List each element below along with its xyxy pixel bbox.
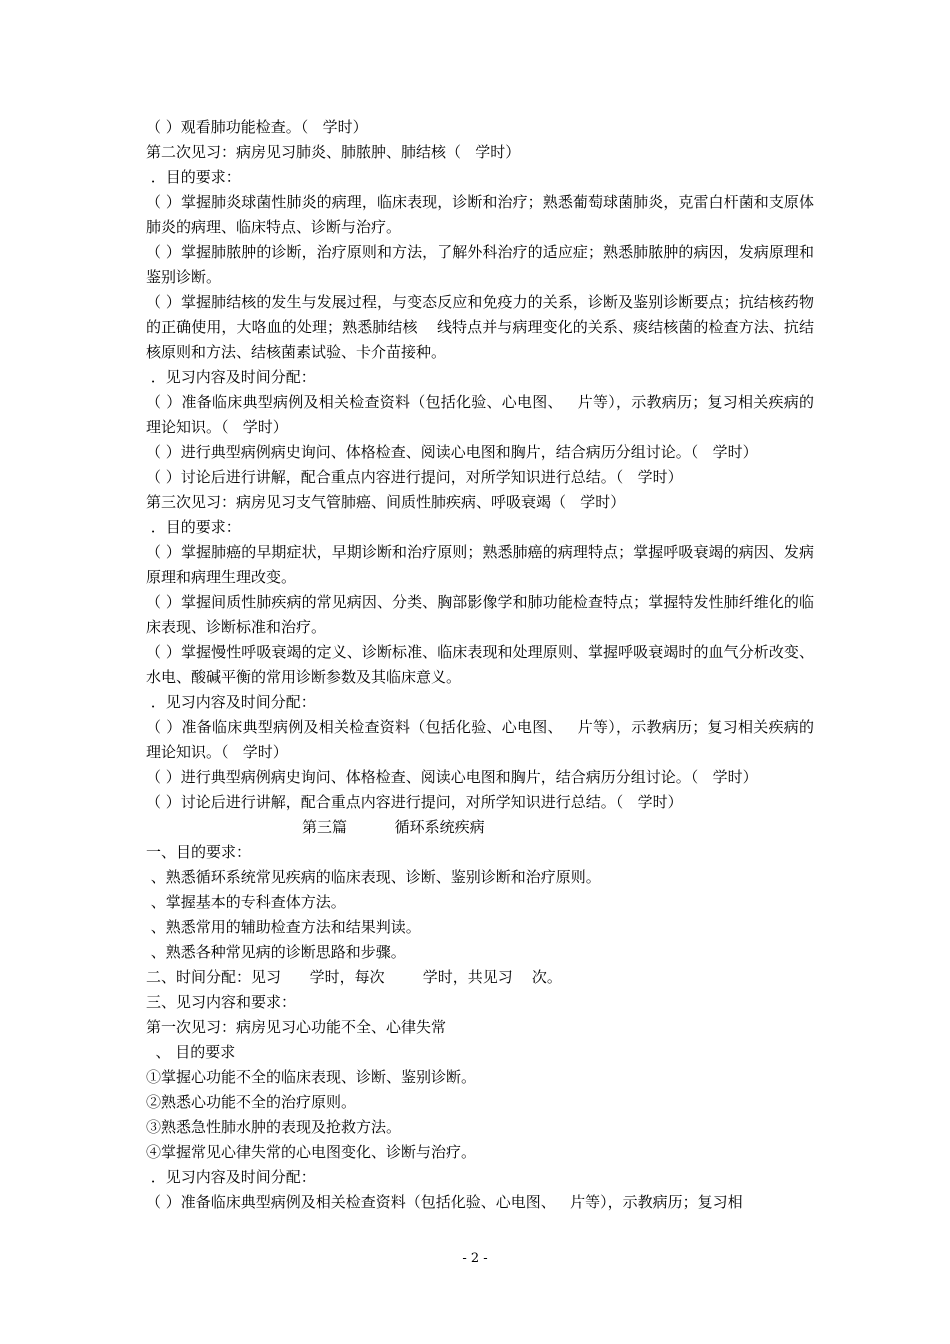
text-line: ．目的要求： [146,518,241,536]
paragraph: （ ）掌握肺结核的发生与发展过程，与变态反应和免疫力的关系，诊断及鉴别诊断要点；抗结核药物的正确使用，大咯血的处理；熟悉肺结核 线特点并与病理变化的关系、痰结核菌的检查方法、抗结核原则和方法、结核菌素试验、卡介苗接种。 [146,293,814,361]
text-line: 第二次见习：病房见习肺炎、肺脓肿、肺结核（ 学时） [146,143,521,161]
text-line: ①掌握心功能不全的临床表现、诊断、鉴别诊断。 [146,1068,477,1086]
paragraph: （ ）掌握肺脓肿的诊断，治疗原则和方法，了解外科治疗的适应症；熟悉肺脓肿的病因，发病原理和鉴别诊断。 [146,243,814,286]
text-line: 第一次见习：病房见习心功能不全、心律失常 [146,1018,447,1036]
text-line: ④掌握常见心律失常的心电图变化、诊断与治疗。 [146,1143,477,1161]
paragraph: （ ）准备临床典型病例及相关检查资料（包括化验、心电图、 片等），示教病历；复习相关疾病的理论知识。（ 学时） [146,718,814,761]
paragraph: （ ）掌握肺炎球菌性肺炎的病理，临床表现，诊断和治疗；熟悉葡萄球菌肺炎，克雷白杆菌和支原体肺炎的病理、临床特点、诊断与治疗。 [146,193,814,236]
text-line: 一、目的要求： [146,843,252,861]
section-heading: 第三篇 循环系统疾病 [302,818,485,836]
text-line: ③熟悉急性肺水肿的表现及抢救方法。 [146,1118,402,1136]
page-number: - 2 - [462,1251,488,1266]
text-line: （ ）观看肺功能检查。（ 学时） [146,118,368,136]
text-line: 二、时间分配：见习 学时，每次 学时，共见习 次。 [146,968,562,986]
document-body [146,115,814,1215]
text-line: ．见习内容及时间分配： [146,368,316,386]
text-line: 第三次见习：病房见习支气管肺癌、间质性肺疾病、呼吸衰竭（ 学时） [146,493,626,511]
text-line: ．目的要求： [146,168,241,186]
text-line: （ ）讨论后进行讲解，配合重点内容进行提问，对所学知识进行总结。（ 学时） [146,468,683,486]
text-line: 、熟悉各种常见病的诊断思路和步骤。 [146,943,406,961]
paragraph: （ ）掌握间质性肺疾病的常见病因、分类、胸部影像学和肺功能检查特点；掌握特发性肺纤维化的临床表现、诊断标准和治疗。 [146,593,814,636]
paragraph: （ ）准备临床典型病例及相关检查资料（包括化验、心电图、 片等），示教病历；复习相关疾病的理论知识。（ 学时） [146,393,814,436]
text-line: 、 目的要求 [146,1043,236,1061]
text-line: 三、见习内容和要求： [146,993,297,1011]
text-line: 、熟悉常用的辅助检查方法和结果判读。 [146,918,421,936]
paragraph: （ ）掌握肺癌的早期症状，早期诊断和治疗原则；熟悉肺癌的病理特点；掌握呼吸衰竭的病因、发病原理和病理生理改变。 [146,543,814,586]
text-line: ．见习内容及时间分配： [146,1168,316,1186]
text-line: （ ）准备临床典型病例及相关检查资料（包括化验、心电图、 片等），示教病历；复习相 [146,1193,743,1211]
text-line: （ ）讨论后进行讲解，配合重点内容进行提问，对所学知识进行总结。（ 学时） [146,793,683,811]
text-line: 、熟悉循环系统常见疾病的临床表现、诊断、鉴别诊断和治疗原则。 [146,868,601,886]
text-line: ②熟悉心功能不全的治疗原则。 [146,1093,357,1111]
text-line: ．见习内容及时间分配： [146,693,316,711]
paragraph: （ ）掌握慢性呼吸衰竭的定义、诊断标准、临床表现和处理原则、掌握呼吸衰竭时的血气分析改变、水电、酸碱平衡的常用诊断参数及其临床意义。 [146,643,814,686]
text-line: （ ）进行典型病例病史询问、体格检查、阅读心电图和胸片，结合病历分组讨论。（ 学时） [146,443,758,461]
text-line: （ ）进行典型病例病史询问、体格检查、阅读心电图和胸片，结合病历分组讨论。（ 学时） [146,768,758,786]
text-line: 、掌握基本的专科查体方法。 [146,893,346,911]
